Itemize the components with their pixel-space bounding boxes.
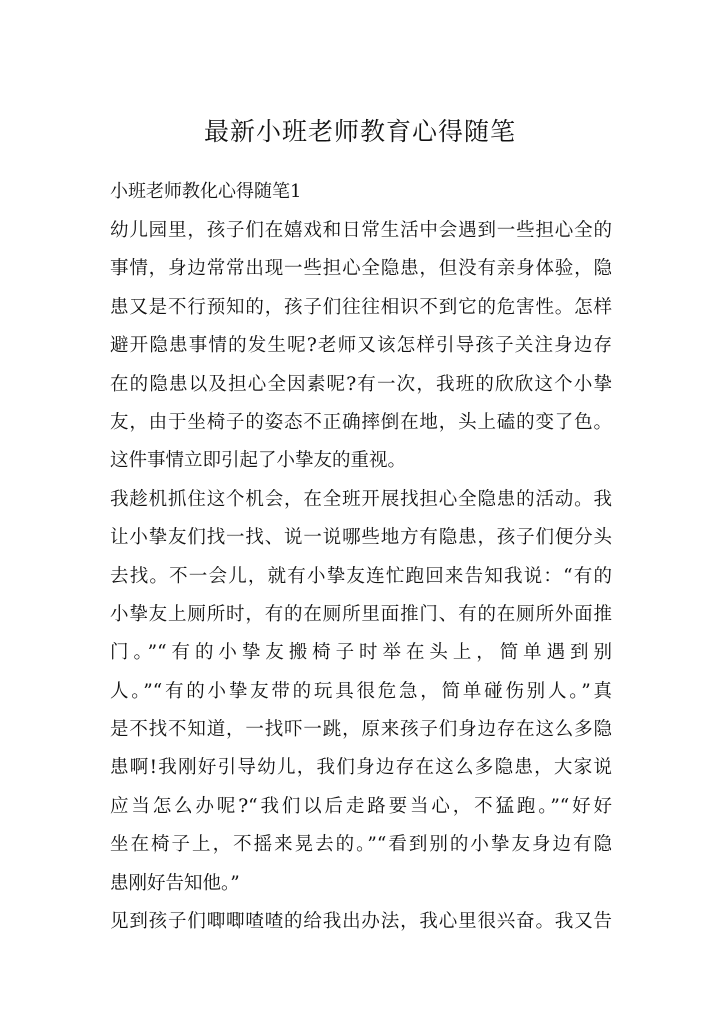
- text-line: 事情，身边常常出现一些担心全隐患，但没有亲身体验，隐: [110, 258, 612, 280]
- document-title: 最新小班老师教育心得随笔: [203, 117, 516, 146]
- text-line: 友，由于坐椅子的姿态不正确摔倒在地，头上磕的变了色。: [110, 411, 612, 433]
- text-line: 去找。不一会儿，就有小挚友连忙跑回来告知我说：“有的: [110, 565, 612, 587]
- text-line: 是不找不知道，一找吓一跳，原来孩子们身边存在这么多隐: [110, 719, 612, 741]
- text-line: 让小挚友们找一找、说一说哪些地方有隐患，孩子们便分头: [110, 527, 612, 549]
- text-line: 门。”“有的小挚友搬椅子时举在头上，简单遇到别: [110, 642, 612, 664]
- text-line: 这件事情立即引起了小挚友的重视。: [110, 450, 407, 472]
- text-line: 见到孩子们唧唧喳喳的给我出办法，我心里很兴奋。我又告: [110, 911, 612, 933]
- text-line: 小挚友上厕所时，有的在厕所里面推门、有的在厕所外面推: [110, 603, 612, 625]
- body-text: [110, 212, 612, 941]
- text-line: 坐在椅子上，不摇来晃去的。”“看到别的小挚友身边有隐: [110, 834, 612, 856]
- text-line: 患刚好告知他。”: [110, 872, 240, 894]
- text-line: 患啊!我刚好引导幼儿，我们身边存在这么多隐患，大家说: [110, 757, 612, 779]
- text-line: 幼儿园里，孩子们在嬉戏和日常生活中会遇到一些担心全的: [110, 220, 612, 241]
- text-line: 人。”“有的小挚友带的玩具很危急，简单碰伤别人。”真: [110, 680, 612, 702]
- text-line: 我趁机抓住这个机会，在全班开展找担心全隐患的活动。我: [110, 488, 612, 510]
- text-line: 在的隐患以及担心全因素呢?有一次，我班的欣欣这个小挚: [110, 373, 612, 395]
- text-line: 应当怎么办呢?“我们以后走路要当心，不猛跑。”“好好: [110, 795, 612, 817]
- text-line: 避开隐患事情的发生呢?老师又该怎样引导孩子关注身边存: [110, 335, 612, 357]
- text-line: 患又是不行预知的，孩子们往往相识不到它的危害性。怎样: [110, 296, 612, 318]
- section-heading: 小班老师教化心得随笔1: [110, 181, 302, 202]
